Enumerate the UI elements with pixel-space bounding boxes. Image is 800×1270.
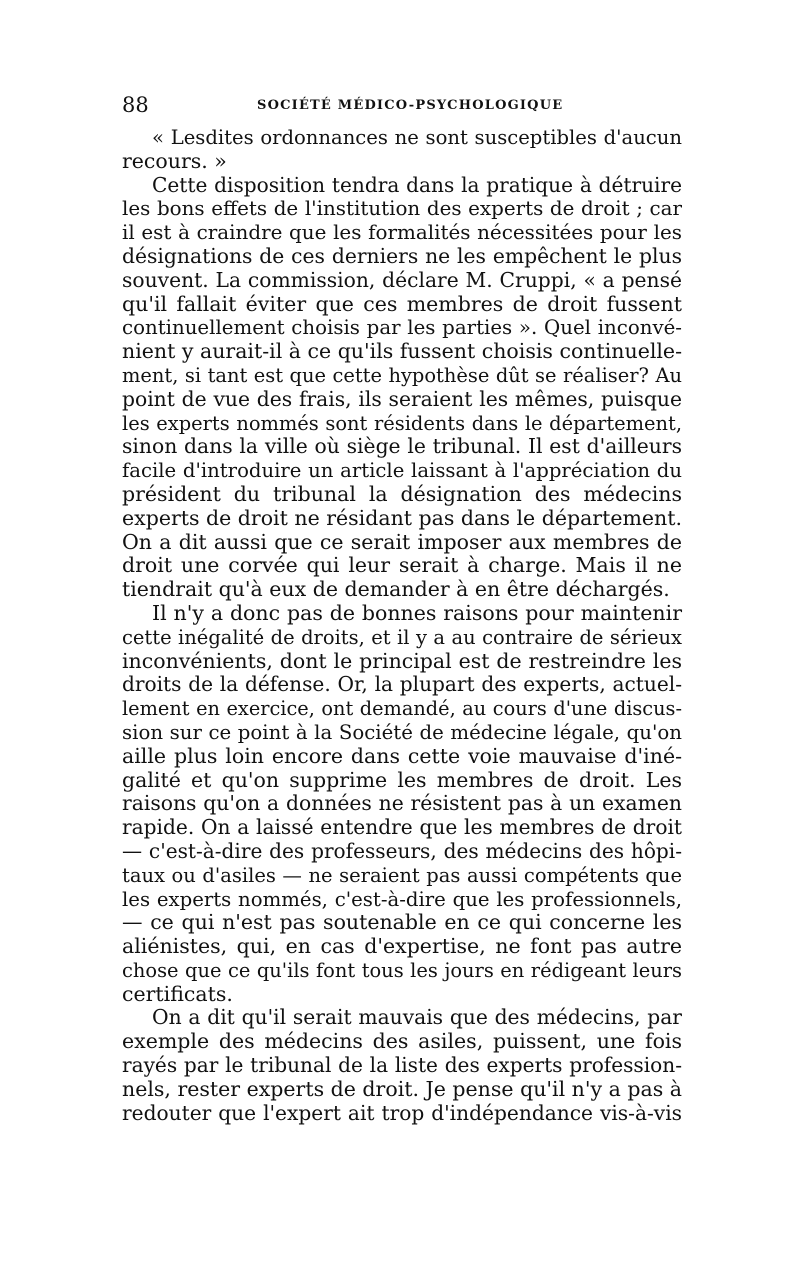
text-line: exemple des médecins des asiles, puissent, une fois (122, 1029, 682, 1054)
page-number: 88 (122, 93, 149, 117)
text-line: il est à craindre que les formalités nécessitées pour les (122, 221, 682, 245)
text-line: aille plus loin encore dans cette voie mauvaise d'iné- (122, 743, 682, 768)
text-line: experts de droit ne résidant pas dans le département. (122, 505, 682, 530)
text-line: Cette disposition tendra dans la pratique à détruire (152, 172, 682, 197)
text-line: ment, si tant est que cette hypothèse dût se réaliser? Au (122, 363, 682, 387)
text-line: désignations de ces derniers ne les empêchent le plus (122, 243, 682, 268)
text-line: galité et qu'on supprime les membres de droit. Les (122, 767, 682, 792)
text-line: recours. » (122, 148, 227, 173)
text-line: cette inégalité de droits, et il y a au contraire de sérieux (122, 625, 682, 649)
text-line: facile d'introduire un article laissant à l'appréciation du (122, 459, 682, 483)
text-line: les experts nommés sont résidents dans le département, (122, 411, 682, 435)
text-line: les experts nommés, c'est-à-dire que les professionnels, (122, 887, 682, 911)
text-line: droits de la défense. Or, la plupart des experts, actuel- (122, 672, 682, 697)
text-line: taux ou d'asiles — ne seraient pas aussi compétents que (122, 863, 682, 887)
text-line: point de vue des frais, ils seraient les mêmes, puisque (122, 386, 682, 411)
text-line: qu'il fallait éviter que ces membres de droit fussent (122, 291, 682, 316)
text-line: inconvénients, dont le principal est de restreindre les (122, 648, 682, 673)
text-line: On a dit qu'il serait mauvais que des médecins, par (152, 1005, 682, 1030)
text-line: rayés par le tribunal de la liste des experts profession- (122, 1053, 682, 1078)
text-line: sinon dans la ville où siège le tribunal. Il est d'ailleurs (122, 434, 682, 459)
body-text (122, 126, 682, 1125)
text-line: raisons qu'on a données ne résistent pas à un examen (122, 791, 682, 816)
text-line: tiendrait qu'à eux de demander à en être déchargés. (122, 577, 670, 602)
text-line: les bons effets de l'institution des experts de droit ; car (122, 197, 682, 221)
text-line: continuellement choisis par les parties ». Quel inconvé- (122, 316, 682, 340)
text-line: souvent. La commission, déclare M. Cruppi, « a pensé (122, 267, 682, 292)
text-line: redouter que l'expert ait trop d'indépendance vis-à-vis (122, 1100, 682, 1125)
text-line: — c'est-à-dire des professeurs, des médecins des hôpi- (122, 838, 682, 863)
text-line: président du tribunal la désignation des médecins (122, 481, 682, 506)
text-line: On a dit aussi que ce serait imposer aux membres de (122, 529, 682, 554)
text-line: rapide. On a laissé entendre que les membres de droit (122, 815, 682, 840)
journal-title: SOCIÉTÉ MÉDICO-PSYCHOLOGIQUE (257, 98, 564, 113)
text-line: certificats. (122, 981, 233, 1006)
text-line: Il n'y a donc pas de bonnes raisons pour maintenir (152, 600, 682, 625)
text-line: aliénistes, qui, en cas d'expertise, ne font pas autre (122, 934, 682, 959)
text-line: nient y aurait-il à ce qu'ils fussent choisis continuelle- (122, 339, 682, 364)
running-head (122, 90, 682, 120)
text-line: chose que ce qu'ils font tous les jours en rédigeant leurs (122, 958, 682, 982)
text-line: — ce qui n'est pas soutenable en ce qui concerne les (122, 910, 682, 935)
text-line: sion sur ce point à la Société de médecine légale, qu'on (122, 720, 682, 744)
text-line: nels, rester experts de droit. Je pense qu'il n'y a pas à (122, 1076, 682, 1101)
text-line: « Lesdites ordonnances ne sont susceptibles d'aucun (152, 126, 682, 149)
text-line: droit une corvée qui leur serait à charge. Mais il ne (122, 553, 682, 578)
text-line: lement en exercice, ont demandé, au cours d'une discus- (122, 697, 682, 721)
